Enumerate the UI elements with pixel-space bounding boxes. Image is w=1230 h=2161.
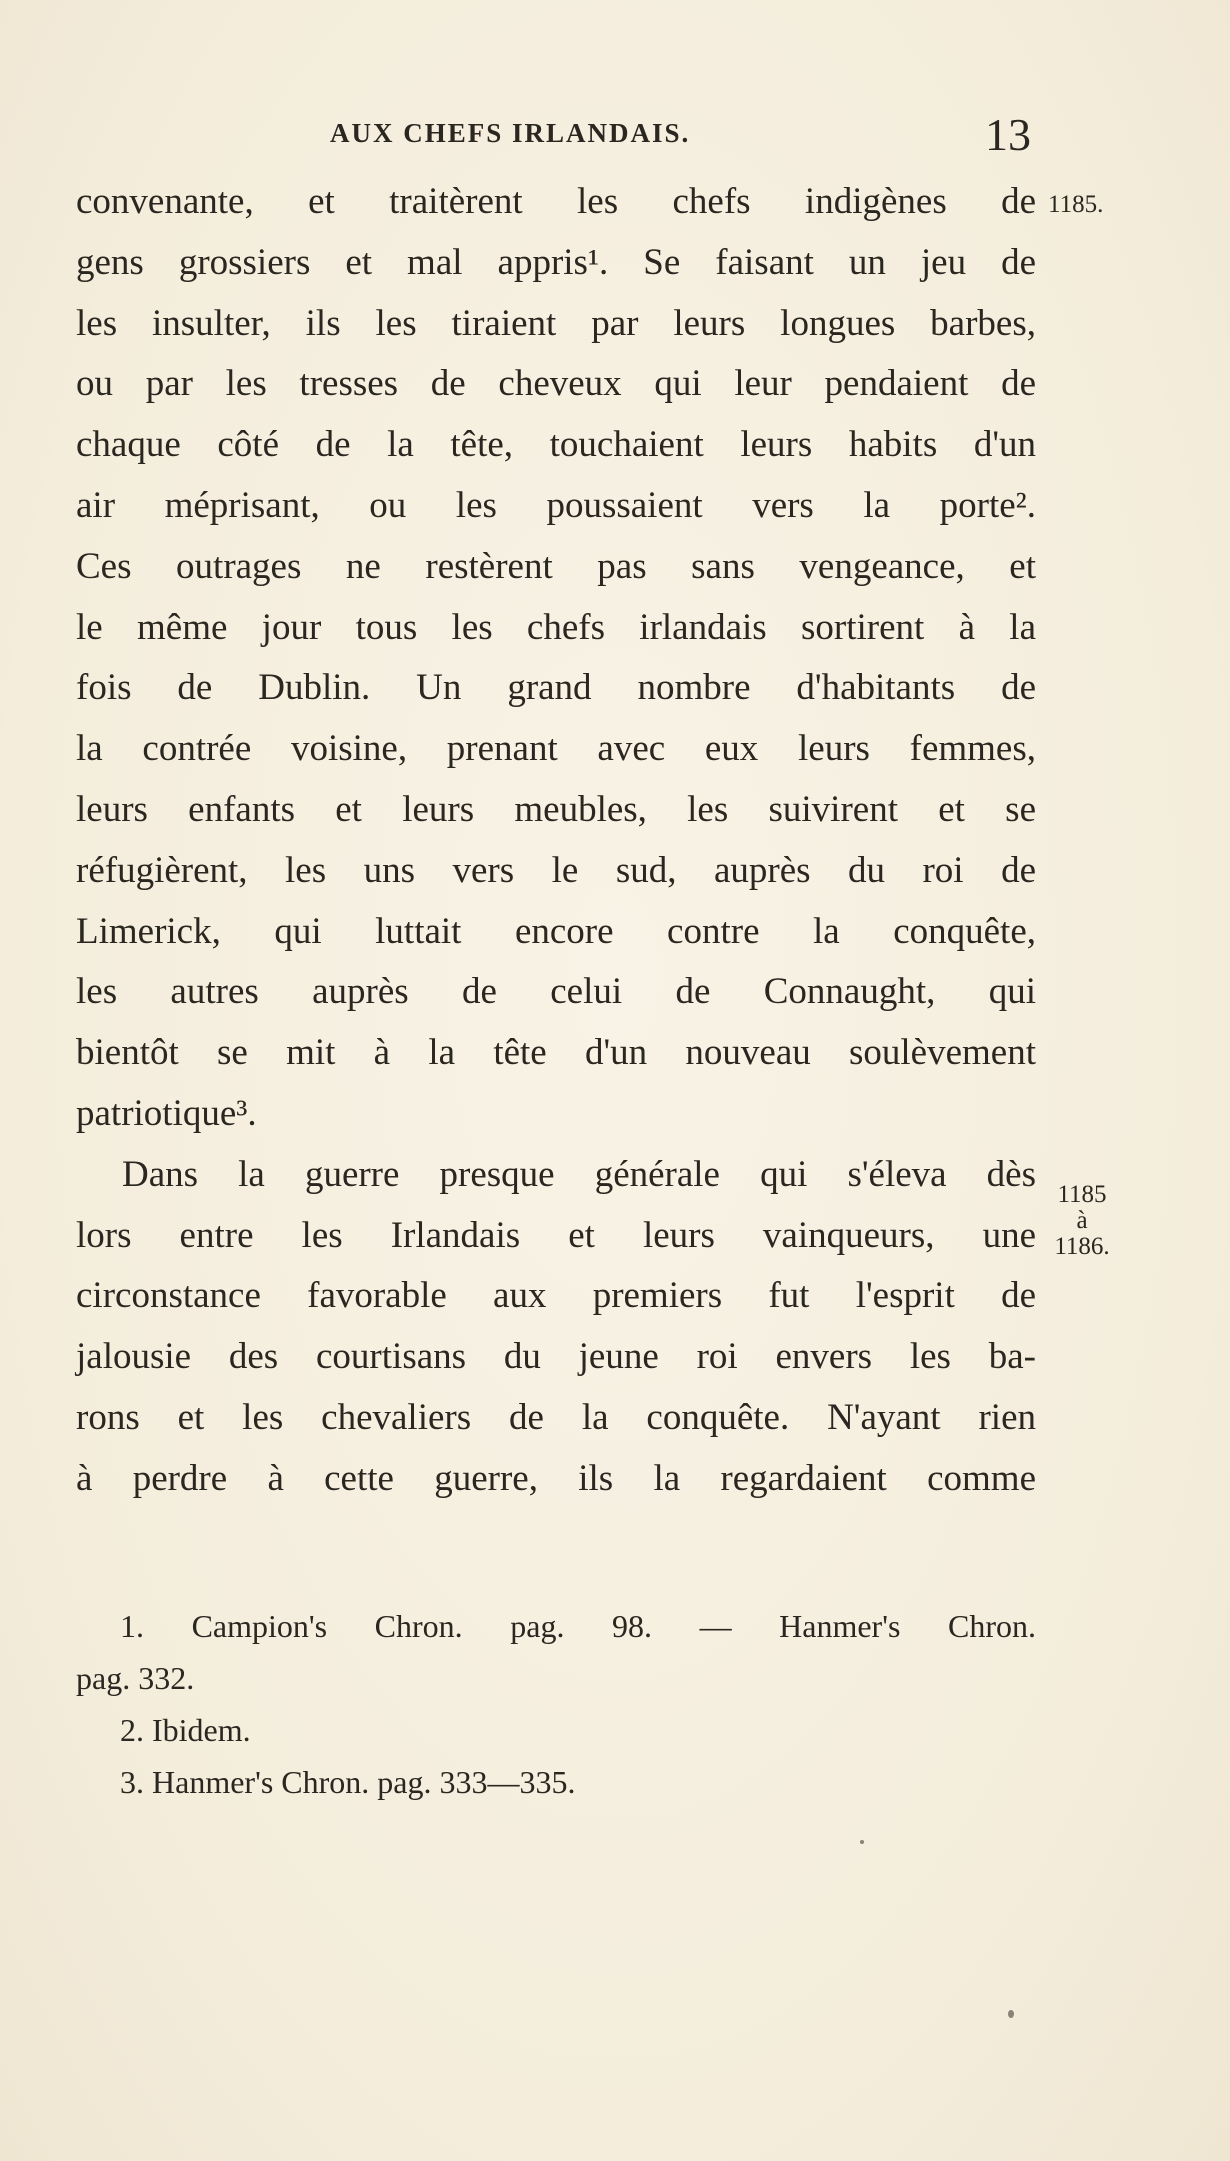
text-line: air méprisant, ou les poussaient vers la porte².: [76, 484, 1036, 526]
range-separator: à: [1076, 1207, 1088, 1234]
margin-note-year-range: [1050, 1180, 1114, 1262]
text-line: les autres auprès de celui de Connaught, qui: [76, 971, 1036, 1013]
running-title: AUX CHEFS IRLANDAIS.: [330, 118, 691, 148]
text-line: leurs enfants et leurs meubles, les suivirent et se: [76, 788, 1036, 830]
text-line: rons et les chevaliers de la conquête. N'ayant rien: [76, 1396, 1036, 1438]
text-line: chaque côté de la tête, touchaient leurs habits d'un: [76, 424, 1036, 466]
footnotes: [76, 1600, 1036, 1808]
text-line: lors entre les Irlandais et leurs vainqueurs, une: [76, 1214, 1036, 1256]
text-line: convenante, et traitèrent les chefs indigènes de: [76, 181, 1036, 222]
footnote-1: 1. Campion's Chron. pag. 98. — Hanmer's Chron.: [120, 1608, 1036, 1644]
text-line: bientôt se mit à la tête d'un nouveau soulèvement: [76, 1032, 1036, 1074]
margin-note-year: 1185.: [1048, 191, 1104, 218]
text-line: Limerick, qui luttait encore contre la conquête,: [76, 910, 1036, 952]
main-text: [76, 172, 1036, 1510]
footnote-2: 2. Ibidem.: [120, 1712, 251, 1748]
text-line: la contrée voisine, prenant avec eux leurs femmes,: [76, 728, 1036, 770]
text-line: Ces outrages ne restèrent pas sans vengeance, et: [76, 545, 1036, 587]
paper-speck: [860, 1840, 864, 1844]
text-line: gens grossiers et mal appris¹. Se faisant un jeu de: [76, 241, 1036, 283]
range-end: 1186.: [1054, 1233, 1110, 1260]
text-line: Dans la guerre presque générale qui s'éleva dès: [122, 1153, 1036, 1195]
paper-speck: [1008, 2010, 1014, 2018]
text-line: les insulter, ils les tiraient par leurs longues barbes,: [76, 302, 1036, 344]
text-line: réfugièrent, les uns vers le sud, auprès du roi de: [76, 849, 1036, 891]
text-line: circonstance favorable aux premiers fut l'esprit de: [76, 1275, 1036, 1317]
text-line: jalousie des courtisans du jeune roi envers les ba-: [76, 1336, 1036, 1378]
footnote-3: 3. Hanmer's Chron. pag. 333—335.: [120, 1764, 576, 1800]
page-number: 13: [985, 109, 1031, 160]
text-line: le même jour tous les chefs irlandais sortirent à la: [76, 606, 1036, 648]
text-line: ou par les tresses de cheveux qui leur pendaient de: [76, 363, 1036, 405]
text-line: fois de Dublin. Un grand nombre d'habitants de: [76, 667, 1036, 709]
text-line: patriotique³.: [76, 1092, 257, 1134]
text-line: à perdre à cette guerre, ils la regardaient comme: [76, 1457, 1036, 1499]
footnote-1-continued: pag. 332.: [76, 1660, 195, 1696]
range-start: 1185: [1057, 1181, 1107, 1208]
